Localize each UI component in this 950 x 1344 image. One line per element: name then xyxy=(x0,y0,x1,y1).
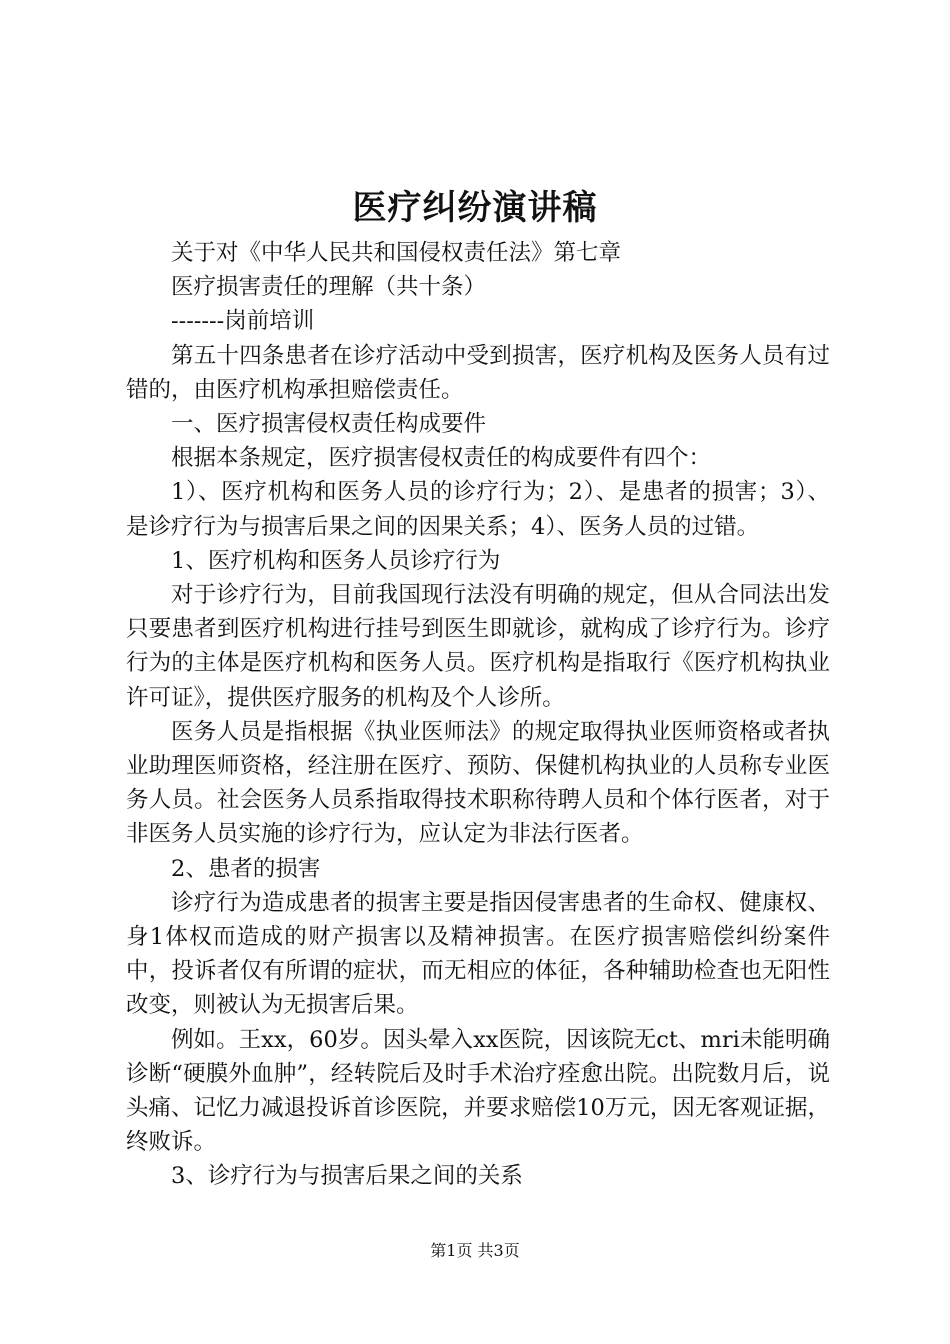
section-heading: 2、患者的损害 xyxy=(171,855,321,882)
paragraph: 医疗损害责任的理解（共十条） xyxy=(171,274,487,301)
paragraph: 诊疗行为造成患者的损害主要是指因侵害患者的生命权、健康权、身1体权而造成的财产损害以及精神损害。在医疗损害赔偿纠纷案件中，投诉者仅有所谓的症状，而无相应的体征，各种辅助检查也无阳性改变，则被认为无损害后果。 xyxy=(126,889,830,1019)
paragraph: 医务人员是指根据《执业医师法》的规定取得执业医师资格或者执业助理医师资格，经注册在医疗、预防、保健机构执业的人员称专业医务人员。社会医务人员系指取得技术职称待聘人员和个体行医者，对于非医务人员实施的诊疗行为，应认定为非法行医者。 xyxy=(126,718,830,848)
paragraph: 第五十四条患者在诊疗活动中受到损害，医疗机构及医务人员有过错的，由医疗机构承担赔偿责任。 xyxy=(126,342,830,403)
document-title: 医疗纠纷演讲稿 xyxy=(352,188,598,228)
paragraph: 关于对《中华人民共和国侵权责任法》第七章 xyxy=(171,240,622,266)
section-heading: 一、医疗损害侵权责任构成要件 xyxy=(171,411,487,438)
paragraph: 对于诊疗行为，目前我国现行法没有明确的规定，但从合同法出发只要患者到医疗机构进行挂号到医生即就诊，就构成了诊疗行为。诊疗行为的主体是医疗机构和医务人员。医疗机构是指取行《医疗机构执业许可证》，提供医疗服务的机构及个人诊所。 xyxy=(126,582,830,711)
page-number-footer: 第1页 共3页 xyxy=(430,1241,520,1260)
document-body xyxy=(126,236,830,1194)
paragraph: 根据本条规定，医疗损害侵权责任的构成要件有四个： xyxy=(171,445,712,472)
section-heading: 1、医疗机构和医务人员诊疗行为 xyxy=(171,547,501,574)
paragraph: -------岗前培训 xyxy=(171,308,315,335)
paragraph: 例如。王xx，60岁。因头晕入xx医院，因该院无ct、mri未能明确诊断“硬膜外血肿”，经转院后及时手术治疗痊愈出院。出院数月后，说头痛、记忆力减退投诉首诊医院，并要求赔偿10万元，因无客观证据，终败诉。 xyxy=(126,1026,830,1156)
paragraph: 1）、医疗机构和医务人员的诊疗行为；2）、是患者的损害；3）、是诊疗行为与损害后果之间的因果关系；4）、医务人员的过错。 xyxy=(126,479,830,540)
section-heading: 3、诊疗行为与损害后果之间的关系 xyxy=(171,1163,523,1190)
